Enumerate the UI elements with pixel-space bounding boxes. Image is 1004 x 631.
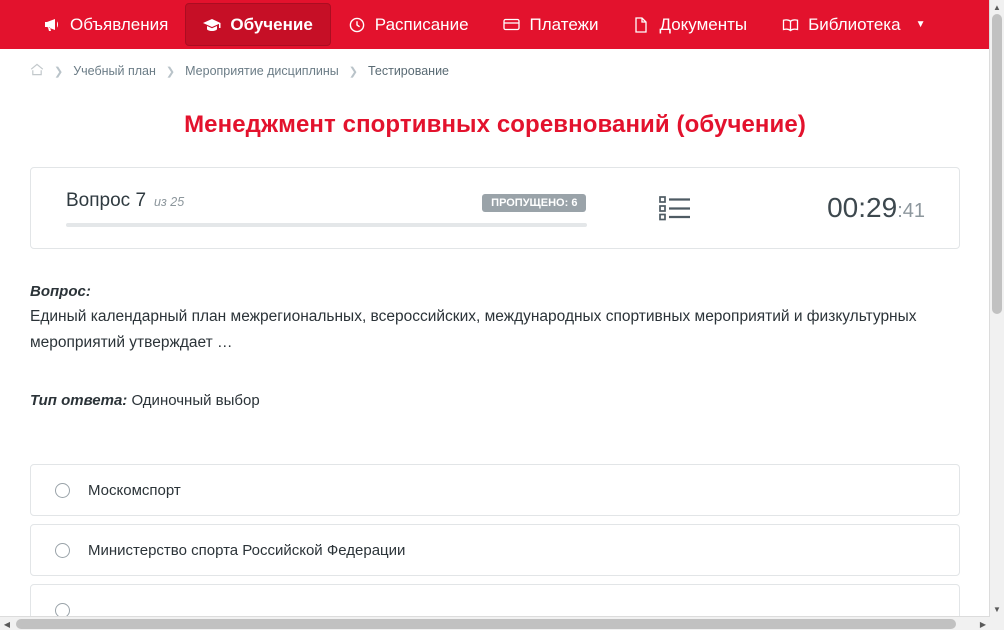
scroll-down-arrow-icon[interactable]: ▼ <box>990 602 1004 616</box>
option-row[interactable] <box>30 464 960 516</box>
graduation-cap-icon <box>203 16 221 34</box>
nav-label: Документы <box>659 14 748 34</box>
document-icon <box>632 16 650 34</box>
breadcrumb-separator: ❯ <box>165 65 176 78</box>
nav-item-payments[interactable] <box>486 0 616 49</box>
option-label: Москомспорт <box>88 481 181 499</box>
breadcrumb-item-discipline-event[interactable]: Мероприятие дисциплины <box>185 64 339 78</box>
answer-type-label: Тип ответа: <box>30 392 128 409</box>
nav-label: Обучение <box>230 14 313 34</box>
breadcrumb-item-curriculum[interactable]: Учебный план <box>73 64 156 78</box>
question-list-toggle[interactable] <box>591 195 759 221</box>
question-number: Вопрос 7 <box>66 189 147 211</box>
chevron-down-icon: ▼ <box>915 19 926 30</box>
status-badge: ПРОПУЩЕНО: 6 <box>482 194 586 212</box>
credit-card-icon <box>503 16 521 34</box>
option-label: Министерство спорта Российской Федерации <box>88 541 406 559</box>
scroll-left-arrow-icon[interactable]: ◀ <box>3 619 11 629</box>
main-navigation <box>0 0 990 49</box>
nav-item-announcements[interactable] <box>26 0 185 49</box>
timer-minutes: 00:29 <box>827 192 898 223</box>
question-number-row <box>66 190 591 212</box>
question-text: Единый календарный план межрегиональных, всероссийских, международных спортивных мероприятий и физкультурных мероприятий утверждает … <box>30 308 917 351</box>
clock-icon <box>348 16 366 34</box>
horizontal-scrollbar-thumb[interactable] <box>16 619 956 629</box>
nav-item-training[interactable] <box>185 3 330 46</box>
nav-label: Расписание <box>374 14 469 34</box>
answer-options <box>30 464 960 616</box>
question-progress-section <box>31 190 591 227</box>
nav-item-library[interactable] <box>764 0 942 49</box>
radio-button-icon[interactable] <box>55 603 70 617</box>
page-title: Менеджмент спортивных соревнований (обучение) <box>184 111 806 138</box>
breadcrumb <box>0 49 990 89</box>
option-row[interactable] <box>30 584 960 616</box>
question-body <box>0 249 990 409</box>
question-total: из 25 <box>154 194 185 209</box>
scroll-up-arrow-icon[interactable]: ▲ <box>990 0 1004 14</box>
home-icon[interactable] <box>30 63 44 79</box>
question-heading: Вопрос: <box>30 283 91 300</box>
nav-item-documents[interactable] <box>615 0 764 49</box>
breadcrumb-item-testing: Тестирование <box>367 64 450 78</box>
horizontal-scrollbar[interactable] <box>0 616 1004 630</box>
option-row[interactable] <box>30 524 960 576</box>
timer-seconds: :41 <box>897 200 925 222</box>
radio-button-icon[interactable] <box>55 543 70 558</box>
nav-label: Объявления <box>70 14 169 34</box>
breadcrumb-separator: ❯ <box>348 65 358 78</box>
breadcrumb-separator: ❯ <box>54 65 64 78</box>
scrollbar-corner <box>990 616 1004 630</box>
vertical-scrollbar-thumb[interactable] <box>992 14 1002 314</box>
answer-type <box>30 392 960 409</box>
book-icon <box>781 16 799 34</box>
list-view-icon[interactable] <box>659 195 691 221</box>
megaphone-icon <box>43 16 61 34</box>
progress-bar <box>66 223 587 227</box>
timer <box>759 192 959 224</box>
scroll-right-arrow-icon[interactable]: ▶ <box>979 619 987 629</box>
nav-label: Платежи <box>529 14 599 34</box>
radio-button-icon[interactable] <box>55 483 70 498</box>
answer-type-value: Одиночный выбор <box>131 392 260 409</box>
nav-item-schedule[interactable] <box>331 0 486 49</box>
vertical-scrollbar[interactable] <box>989 0 1004 616</box>
nav-label: Библиотека <box>808 14 901 34</box>
question-header-card <box>30 167 960 249</box>
